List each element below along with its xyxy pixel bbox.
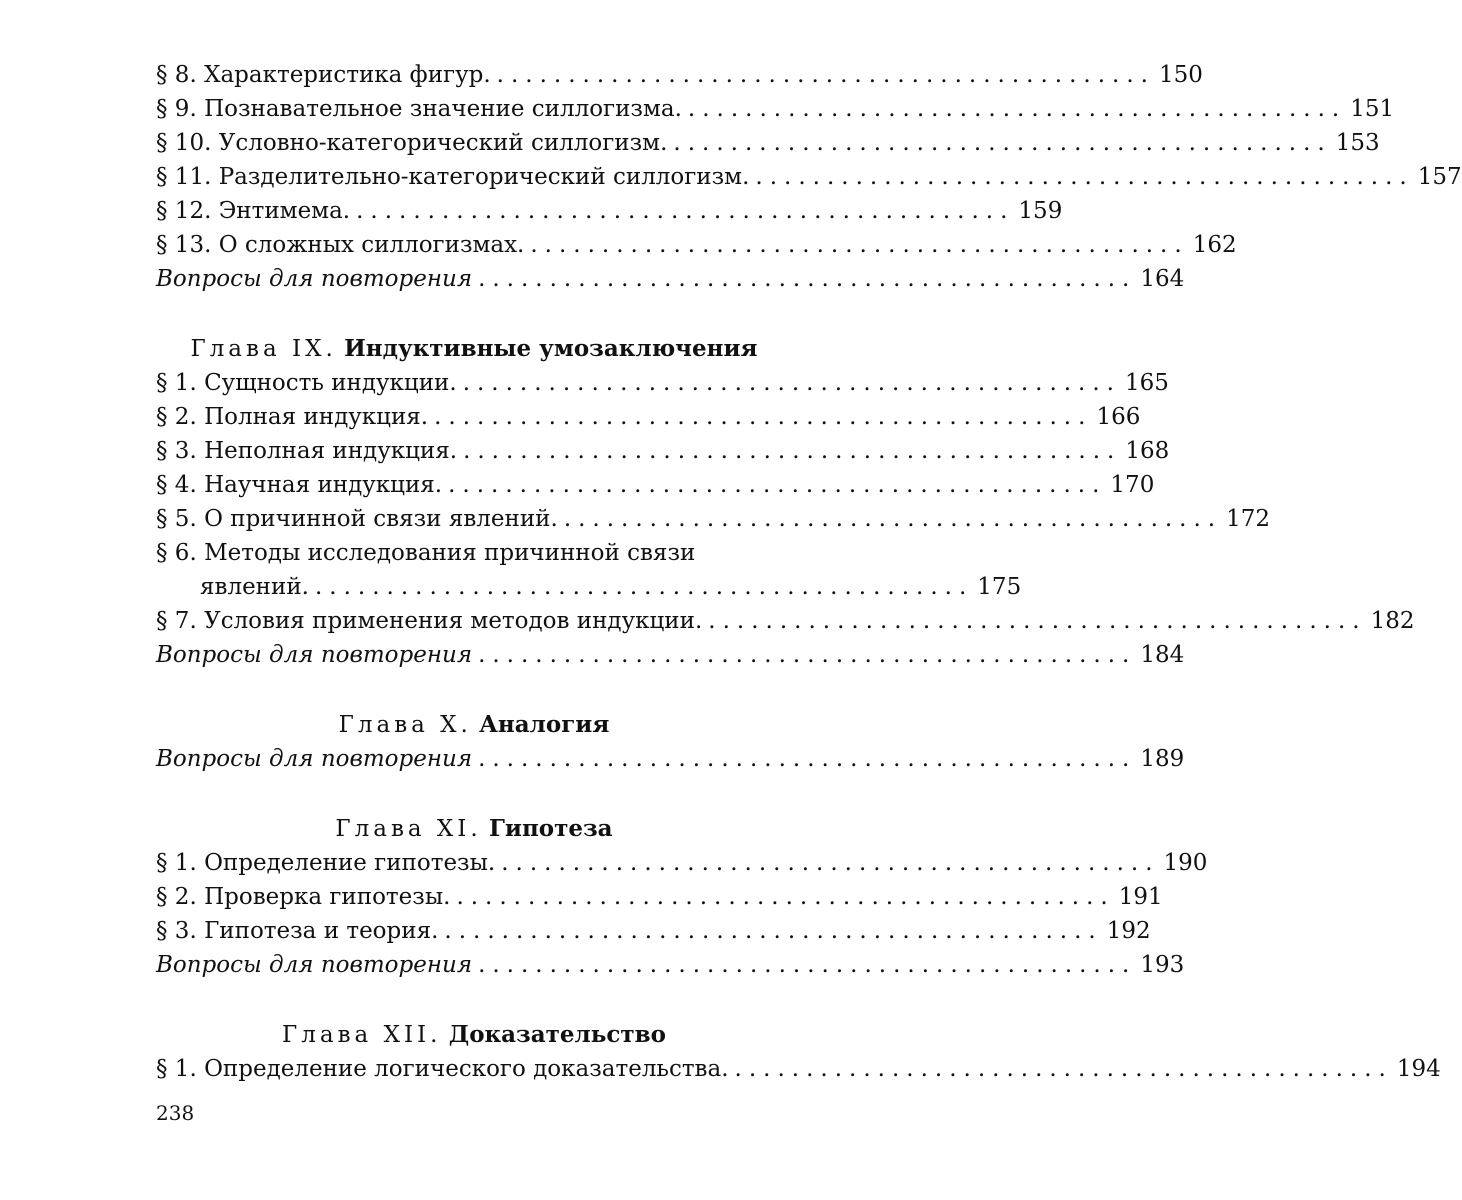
toc-entry-page: 191 — [1118, 884, 1163, 910]
toc-entry-title: § 1. Определение логического доказательства. — [156, 1056, 729, 1082]
chapter-heading — [156, 708, 792, 742]
toc-entry-page: 153 — [1335, 130, 1380, 156]
leader-dots: .............................................. — [755, 164, 1414, 190]
toc-entry-page: 172 — [1226, 506, 1271, 532]
chapter-label: Глава X. — [338, 712, 472, 738]
page-number: 238 — [156, 1101, 195, 1125]
chapter-name: Доказательство — [448, 1021, 666, 1048]
toc-entry — [156, 1052, 1441, 1086]
toc-entry-title: Вопросы для повторения — [156, 746, 473, 772]
toc-entry-title: Вопросы для повторения — [156, 266, 473, 292]
toc-entry-page: 192 — [1106, 918, 1151, 944]
chapter-heading — [156, 332, 792, 366]
toc-entry-page: 193 — [1140, 952, 1185, 978]
toc-entry-title-continued: явлений. — [200, 574, 309, 600]
toc-entry-page: 168 — [1125, 438, 1170, 464]
toc-review-entry — [156, 948, 1185, 982]
toc-block-chapter8-continued — [156, 58, 1462, 296]
leader-dots: .............................................. — [478, 266, 1137, 292]
leader-dots: .............................................. — [462, 370, 1121, 396]
toc-entry — [156, 604, 1415, 638]
toc-entry — [156, 366, 1169, 400]
toc-entry — [156, 160, 1462, 194]
toc-entry-title: Вопросы для повторения — [156, 642, 473, 668]
leader-dots: .............................................. — [708, 608, 1367, 634]
toc-entry-page: 166 — [1096, 404, 1141, 430]
toc-review-entry — [156, 262, 1185, 296]
leader-dots: .............................................. — [356, 198, 1015, 224]
toc-review-entry — [156, 742, 1185, 776]
toc-entry — [156, 434, 1170, 468]
leader-dots: .............................................. — [687, 96, 1347, 122]
toc-entry — [156, 468, 1155, 502]
toc-entry-multiline-continuation — [156, 570, 1022, 604]
chapter-heading — [156, 1018, 792, 1052]
toc-entry-page: 189 — [1140, 746, 1185, 772]
chapter-label: Глава IX. — [190, 336, 337, 362]
toc-entry-title: § 1. Определение гипотезы. — [156, 850, 496, 876]
leader-dots: .............................................. — [478, 746, 1137, 772]
toc-entry — [156, 194, 1063, 228]
toc-entry-multiline-first — [156, 536, 792, 570]
chapter-heading — [156, 812, 792, 846]
leader-dots: .............................................. — [434, 404, 1093, 430]
toc-entry-title: § 9. Познавательное значение силлогизма. — [156, 96, 682, 122]
chapter-name: Аналогия — [479, 711, 610, 738]
toc-entry-page: 184 — [1140, 642, 1185, 668]
toc-entry-page: 157 — [1417, 164, 1462, 190]
toc-entry-page: 164 — [1140, 266, 1185, 292]
leader-dots: .............................................. — [478, 952, 1137, 978]
toc-entry — [156, 58, 1203, 92]
toc-entry-title: Вопросы для повторения — [156, 952, 473, 978]
toc-entry-title: § 6. Методы исследования причинной связи — [156, 540, 696, 566]
toc-entry — [156, 400, 1141, 434]
chapter-label: Глава XII. — [282, 1022, 442, 1048]
toc-entry-page: 165 — [1125, 370, 1169, 396]
toc-entry-page: 175 — [977, 574, 1022, 600]
toc-review-entry — [156, 638, 1185, 672]
toc-entry-title: § 5. О причинной связи явлений. — [156, 506, 558, 532]
leader-dots: .............................................. — [478, 642, 1137, 668]
toc-entry-page: 170 — [1110, 472, 1155, 498]
toc-entry-title: § 13. О сложных силлогизмах. — [156, 232, 525, 258]
toc-entry-title: § 3. Неполная индукция. — [156, 438, 458, 464]
toc-entry-title: § 3. Гипотеза и теория. — [156, 918, 439, 944]
toc-entry-page: 159 — [1018, 198, 1063, 224]
leader-dots: .............................................. — [734, 1056, 1393, 1082]
toc-entry-page: 151 — [1350, 96, 1395, 122]
leader-dots: .............................................. — [463, 438, 1122, 464]
toc-entry-title: § 1. Сущность индукции. — [156, 370, 457, 396]
toc-entry-title: § 4. Научная индукция. — [156, 472, 443, 498]
leader-dots: .............................................. — [673, 130, 1332, 156]
toc-entry-title: § 10. Условно-категорический силлогизм. — [156, 130, 668, 156]
toc-entry-page: 194 — [1396, 1056, 1441, 1082]
toc-entry — [156, 880, 1163, 914]
toc-entry — [156, 846, 1208, 880]
toc-entry — [156, 914, 1151, 948]
toc-entry-page: 190 — [1163, 850, 1208, 876]
table-of-contents — [156, 58, 1462, 1086]
chapter-name: Индуктивные умозаключения — [344, 335, 758, 362]
toc-entry-title: § 11. Разделительно-категорический силлогизм. — [156, 164, 750, 190]
leader-dots: .............................................. — [501, 850, 1160, 876]
toc-entry-title: § 2. Полная индукция. — [156, 404, 429, 430]
leader-dots: .............................................. — [530, 232, 1189, 258]
toc-entry-title: § 12. Энтимема. — [156, 198, 351, 224]
toc-entry-page: 182 — [1370, 608, 1415, 634]
toc-entry — [156, 502, 1271, 536]
leader-dots: .............................................. — [314, 574, 974, 600]
toc-entry — [156, 126, 1380, 160]
chapter-label: Глава XI. — [335, 816, 482, 842]
toc-entry-title: § 7. Условия применения методов индукции. — [156, 608, 703, 634]
toc-entry-title: § 8. Характеристика фигур. — [156, 62, 491, 88]
toc-entry-page: 162 — [1192, 232, 1237, 258]
leader-dots: .............................................. — [444, 918, 1103, 944]
leader-dots: .............................................. — [456, 884, 1115, 910]
toc-entry-title: § 2. Проверка гипотезы. — [156, 884, 451, 910]
chapter-name: Гипотеза — [489, 815, 613, 842]
toc-entry-page: 150 — [1158, 62, 1203, 88]
leader-dots: .............................................. — [496, 62, 1155, 88]
toc-entry — [156, 92, 1395, 126]
leader-dots: .............................................. — [448, 472, 1107, 498]
toc-entry — [156, 228, 1237, 262]
leader-dots: .............................................. — [563, 506, 1223, 532]
